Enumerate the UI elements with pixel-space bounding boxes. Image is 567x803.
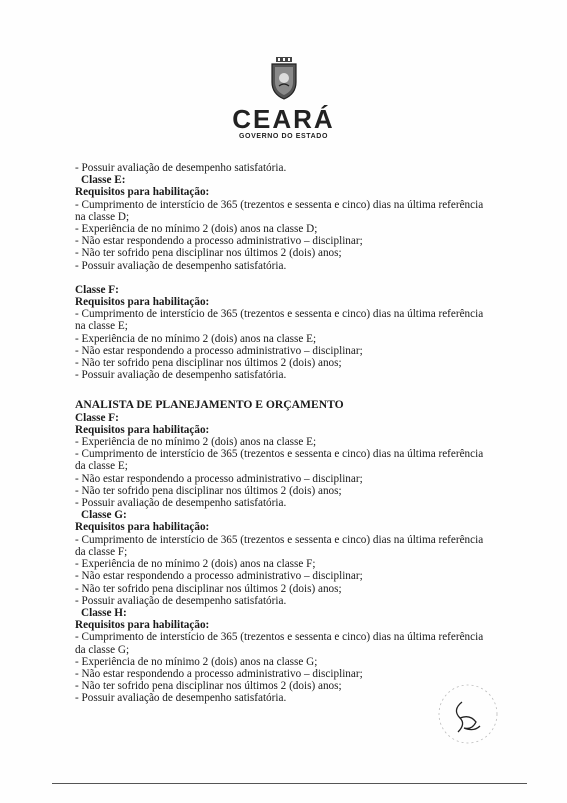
subheading-line: Requisitos para habilitação: xyxy=(75,521,210,534)
text-line: - Cumprimento de interstício de 365 (trezentos e sessenta e cinco) dias na última referência xyxy=(75,448,484,461)
spacer xyxy=(75,272,505,284)
text-line: - Experiência de no mínimo 2 (dois) anos na classe G; xyxy=(75,655,318,668)
text-line: - Não ter sofrido pena disciplinar nos últimos 2 (dois) anos; xyxy=(75,680,342,693)
text-line: - Não ter sofrido pena disciplinar nos últimos 2 (dois) anos; xyxy=(75,484,342,497)
text-line: - Possuir avaliação de desempenho satisfatória. xyxy=(75,369,287,382)
text-line: - Cumprimento de interstício de 365 (trezentos e sessenta e cinco) dias na última referência xyxy=(75,631,484,644)
text-line: da classe F; xyxy=(75,545,128,558)
class-heading: Classe E: xyxy=(81,174,126,187)
text-line: - Possuir avaliação de desempenho satisfatória. xyxy=(75,162,287,174)
text-line: - Não ter sofrido pena disciplinar nos últimos 2 (dois) anos; xyxy=(75,582,342,595)
document-header xyxy=(0,56,567,140)
text-line: - Cumprimento de interstício de 365 (trezentos e sessenta e cinco) dias na última referência xyxy=(75,308,484,321)
state-coat-of-arms-icon xyxy=(267,56,301,100)
text-line: - Não estar respondendo a processo administrativo – disciplinar; xyxy=(75,570,363,583)
handwritten-initials-icon xyxy=(430,680,500,750)
text-line: - Possuir avaliação de desempenho satisfatória. xyxy=(75,259,287,272)
subheading-line: Classe F: xyxy=(75,283,119,296)
class-heading: Classe H: xyxy=(81,606,127,619)
text-line: na classe D; xyxy=(75,210,130,223)
subheading-line: Classe F: xyxy=(75,411,119,424)
text-line: - Não estar respondendo a processo administrativo – disciplinar; xyxy=(75,472,363,485)
text-line: - Experiência de no mínimo 2 (dois) anos na classe E; xyxy=(75,332,317,345)
text-line: - Cumprimento de interstício de 365 (trezentos e sessenta e cinco) dias na última referência xyxy=(75,533,484,546)
text-line: - Experiência de no mínimo 2 (dois) anos na classe D; xyxy=(75,223,318,236)
text-line: - Possuir avaliação de desempenho satisfatória. xyxy=(75,692,287,705)
text-line: na classe E; xyxy=(75,320,128,333)
text-line: - Não estar respondendo a processo administrativo – disciplinar; xyxy=(75,667,363,680)
text-line: - Cumprimento de interstício de 365 (trezentos e sessenta e cinco) dias na última referência xyxy=(75,198,484,211)
text-line: - Experiência de no mínimo 2 (dois) anos na classe E; xyxy=(75,436,317,449)
text-line: - Possuir avaliação de desempenho satisfatória. xyxy=(75,594,287,607)
class-heading: Classe G: xyxy=(81,509,127,522)
subheading-line: Requisitos para habilitação: xyxy=(75,186,210,199)
document-body xyxy=(75,162,505,705)
subheading-line: Requisitos para habilitação: xyxy=(75,619,210,632)
subheading-line: Requisitos para habilitação: xyxy=(75,296,210,309)
text-line: da classe G; xyxy=(75,643,130,656)
brand-subtitle: GOVERNO DO ESTADO xyxy=(238,133,329,140)
text-line: da classe E; xyxy=(75,460,128,473)
section-heading: ANALISTA DE PLANEJAMENTO E ORÇAMENTO xyxy=(75,398,344,412)
text-line: - Não ter sofrido pena disciplinar nos últimos 2 (dois) anos; xyxy=(75,247,342,260)
text-line: - Não ter sofrido pena disciplinar nos últimos 2 (dois) anos; xyxy=(75,357,342,370)
text-line: - Possuir avaliação de desempenho satisfatória. xyxy=(75,497,287,510)
text-line: - Não estar respondendo a processo administrativo – disciplinar; xyxy=(75,235,363,248)
spacer xyxy=(75,381,505,399)
footer-rule xyxy=(52,783,527,784)
subheading-line: Requisitos para habilitação: xyxy=(75,423,210,436)
brand-title: CEARÁ xyxy=(232,104,335,134)
text-line: - Experiência de no mínimo 2 (dois) anos na classe F; xyxy=(75,558,316,571)
text-line: - Não estar respondendo a processo administrativo – disciplinar; xyxy=(75,344,363,357)
